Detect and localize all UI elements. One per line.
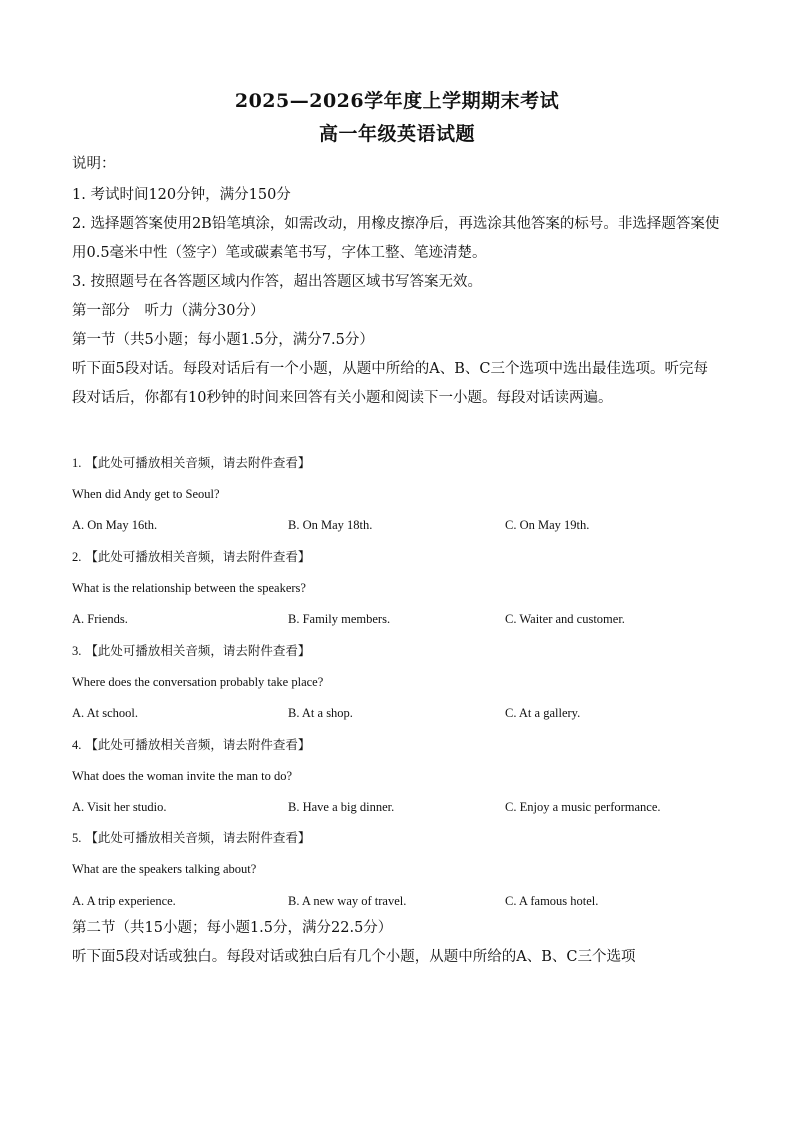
note-item-3: 3. 按照题号在各答题区域内作答，超出答题区域书写答案无效。: [72, 274, 482, 290]
audio-label: 【此处可播放相关音频，请去附件查看】: [85, 455, 311, 470]
option-c: C. Enjoy a music performance.: [505, 800, 661, 814]
exam-title: 2025—2026学年度上学期期末考试: [234, 90, 560, 112]
question-text: What is the relationship between the speakers?: [72, 581, 306, 595]
option-c: C. On May 19th.: [505, 518, 590, 532]
option-c: C. At a gallery.: [505, 706, 581, 720]
option-a: A. Visit her studio.: [72, 800, 167, 814]
question-number: 5.: [72, 831, 82, 845]
audio-label: 【此处可播放相关音频，请去附件查看】: [85, 643, 311, 658]
option-b: B. Family members.: [288, 612, 391, 626]
question-number: 4.: [72, 738, 82, 752]
audio-label: 【此处可播放相关音频，请去附件查看】: [85, 830, 311, 845]
question-number: 3.: [72, 644, 82, 658]
audio-placeholder-3: [72, 642, 310, 660]
option-b: B. A new way of travel.: [288, 894, 407, 908]
audio-placeholder-5: [72, 829, 310, 847]
question-text: Where does the conversation probably take place?: [72, 675, 324, 689]
option-a: A. A trip experience.: [72, 894, 176, 908]
question-text: What are the speakers talking about?: [72, 862, 257, 876]
section2-instruction: 听下面5段对话或独白。每段对话或独白后有几个小题，从题中所给的A、B、C三个选项: [72, 949, 636, 965]
option-a: A. On May 16th.: [72, 518, 158, 532]
audio-placeholder-4: [72, 736, 310, 754]
part1-heading: 第一部分 听力（满分30分）: [72, 303, 265, 319]
option-a: A. Friends.: [72, 612, 128, 626]
section1-instruction: 听下面5段对话。每段对话后有一个小题，从题中所给的A、B、C三个选项中选出最佳选项。听完每段对话后，你都有10秒钟的时间来回答有关小题和阅读下一小题。每段对话读两遍。: [72, 361, 708, 406]
section1-heading: 第一节（共5小题；每小题1.5分，满分7.5分）: [72, 332, 374, 348]
audio-placeholder-2: [72, 548, 310, 566]
option-a: A. At school.: [72, 706, 138, 720]
question-number: 2.: [72, 550, 82, 564]
notes-heading: 说明：: [72, 156, 116, 172]
option-b: B. Have a big dinner.: [288, 800, 395, 814]
section2-heading: 第二节（共15小题；每小题1.5分，满分22.5分）: [72, 920, 393, 936]
audio-label: 【此处可播放相关音频，请去附件查看】: [85, 549, 311, 564]
audio-label: 【此处可播放相关音频，请去附件查看】: [85, 737, 311, 752]
option-b: B. On May 18th.: [288, 518, 373, 532]
question-number: 1.: [72, 456, 82, 470]
question-text: What does the woman invite the man to do?: [72, 769, 293, 783]
note-item-2: 2. 选择题答案使用2B铅笔填涂，如需改动，用橡皮擦净后，再选涂其他答案的标号。非选择题答案使用0.5毫米中性（签字）笔或碳素笔书写，字体工整、笔迹清楚。: [72, 216, 720, 261]
audio-placeholder-1: [72, 454, 310, 472]
option-c: C. A famous hotel.: [505, 894, 599, 908]
exam-subtitle: 高一年级英语试题: [318, 123, 475, 145]
option-c: C. Waiter and customer.: [505, 612, 625, 626]
question-text: When did Andy get to Seoul?: [72, 487, 220, 501]
note-item-1: 1. 考试时间120分钟，满分150分: [72, 187, 291, 203]
option-b: B. At a shop.: [288, 706, 353, 720]
